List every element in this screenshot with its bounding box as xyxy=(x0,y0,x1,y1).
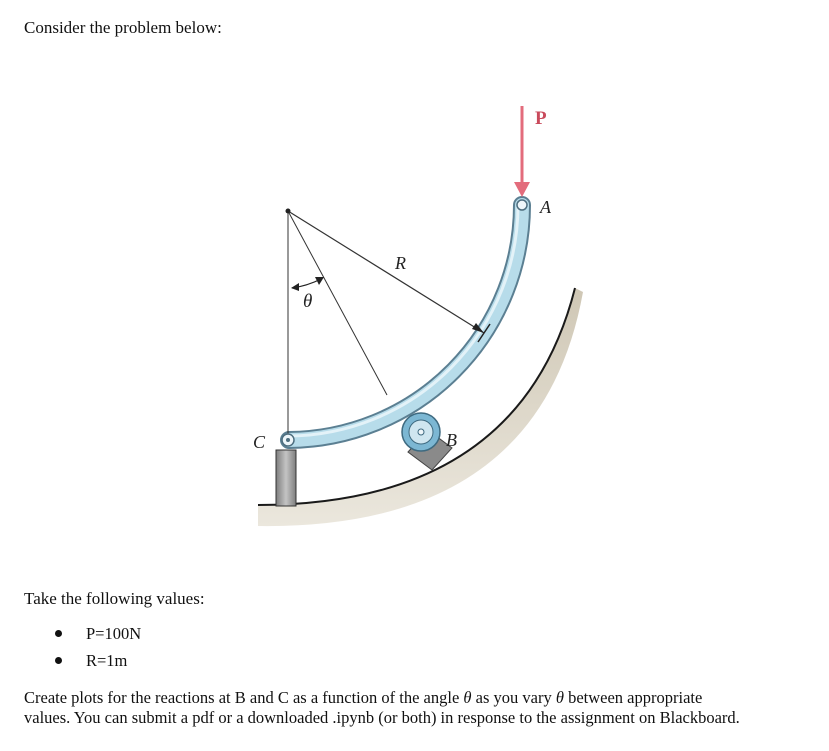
values-list xyxy=(24,620,141,674)
list-item xyxy=(24,620,141,647)
instructions-line1-before: Create plots for the reactions at B and C as a function of the angle xyxy=(24,688,464,707)
pin-a xyxy=(517,200,527,210)
label-c: C xyxy=(253,432,266,452)
load-arrowhead-p xyxy=(514,182,530,197)
instructions-line1-middle: as you vary xyxy=(471,688,556,707)
label-theta: θ xyxy=(303,291,313,312)
value-r: R=1m xyxy=(86,651,128,670)
values-heading: Take the following values: xyxy=(24,589,205,608)
instructions-line2: values. You can submit a pdf or a downloaded .ipynb (or both) in response to the assignment on Blackboard. xyxy=(24,708,740,727)
intro-text: Consider the problem below: xyxy=(24,18,222,37)
bullet-icon xyxy=(55,657,62,664)
label-a: A xyxy=(540,197,551,217)
instructions-text xyxy=(24,688,814,728)
instructions-line1-after: between appropriate xyxy=(563,688,703,707)
center-point xyxy=(286,209,291,214)
value-p: P=100N xyxy=(86,624,142,643)
support-post-c xyxy=(276,450,296,506)
theta-arrow-left xyxy=(291,283,299,291)
label-p: P xyxy=(535,108,547,129)
list-item xyxy=(24,647,141,674)
radius-dimension-line xyxy=(288,211,484,333)
label-b: B xyxy=(446,430,457,450)
label-r: R xyxy=(395,253,406,273)
bullet-icon xyxy=(55,630,62,637)
theta-symbol: θ xyxy=(463,688,472,707)
theta-symbol: θ xyxy=(555,688,564,707)
